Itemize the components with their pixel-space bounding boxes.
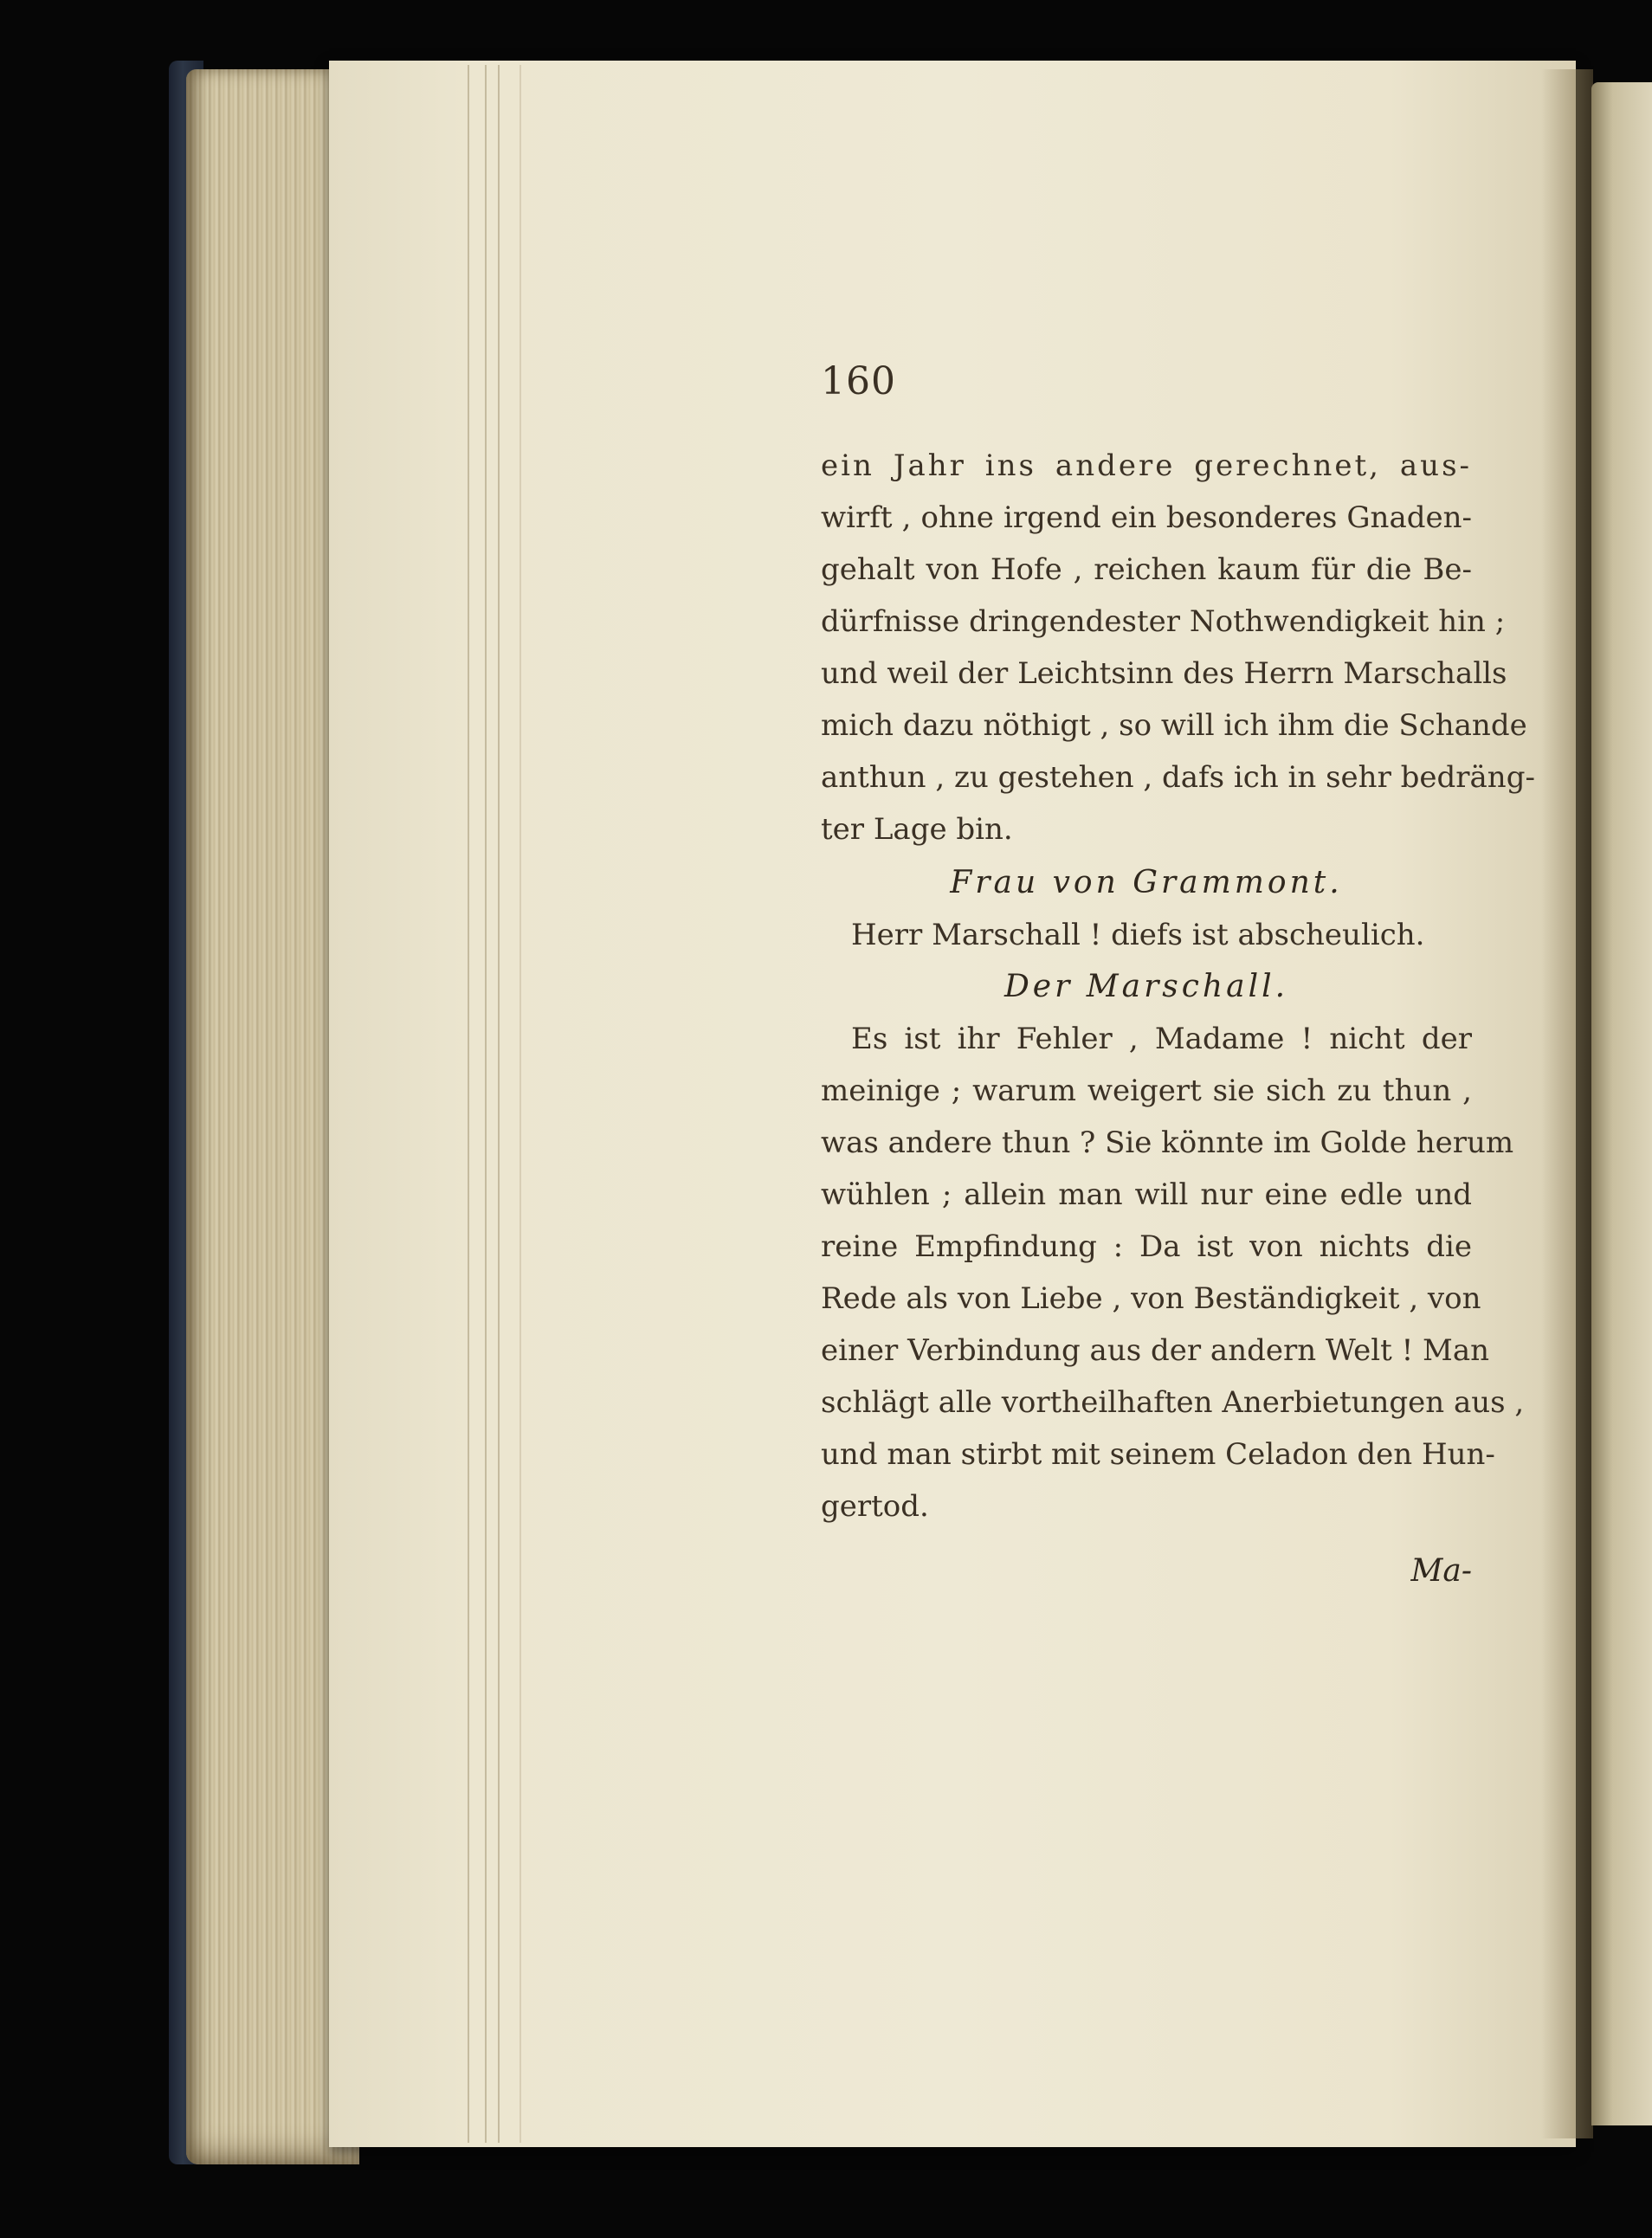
page-fold-line bbox=[468, 65, 469, 2143]
page-number: 160 bbox=[821, 359, 896, 403]
text-line: mich dazu nöthigt , so will ich ihm die Schande bbox=[821, 708, 1527, 743]
text-line: schlägt alle vortheilhaften Anerbietungen aus , bbox=[821, 1385, 1525, 1420]
text-line: ein Jahr ins andere gerechnet, aus- bbox=[821, 448, 1472, 483]
text-line: reine Empfindung : Da ist von nichts die bbox=[821, 1229, 1472, 1264]
page-fold-line bbox=[519, 65, 521, 2143]
speaker-heading: Der Marschall. bbox=[1003, 969, 1289, 1004]
text-line: Herr Marschall ! diefs ist abscheulich. bbox=[851, 918, 1425, 952]
facing-page-edge bbox=[1591, 82, 1652, 2125]
text-line: dürfnisse dringendester Nothwendigkeit hin ; bbox=[821, 604, 1506, 639]
text-line: einer Verbindung aus der andern Welt ! Man bbox=[821, 1333, 1490, 1368]
catchword: Ma- bbox=[1410, 1553, 1472, 1589]
text-line: und man stirbt mit seinem Celadon den Hun- bbox=[821, 1437, 1495, 1472]
text-line: anthun , zu gestehen , dafs ich in sehr bedräng- bbox=[821, 760, 1535, 795]
text-line: was andere thun ? Sie könnte im Golde herum bbox=[821, 1125, 1514, 1160]
text-line: gertod. bbox=[821, 1489, 929, 1524]
speaker-heading: Frau von Grammont. bbox=[950, 865, 1343, 900]
text-line: gehalt von Hofe , reichen kaum für die Be- bbox=[821, 552, 1472, 587]
book-gutter bbox=[1541, 69, 1593, 2138]
page-fold-line bbox=[498, 65, 500, 2143]
text-line: wühlen ; allein man will nur eine edle und bbox=[821, 1177, 1472, 1212]
text-line: wirft , ohne irgend ein besonderes Gnaden- bbox=[821, 500, 1472, 535]
text-line: und weil der Leichtsinn des Herrn Marschalls bbox=[821, 656, 1507, 691]
text-line: Es ist ihr Fehler , Madame ! nicht der bbox=[851, 1022, 1472, 1056]
page-fold-line bbox=[485, 65, 487, 2143]
text-line: ter Lage bin. bbox=[821, 812, 1013, 847]
text-line: Rede als von Liebe , von Beständigkeit , von bbox=[821, 1281, 1481, 1316]
text-line: meinige ; warum weigert sie sich zu thun , bbox=[821, 1074, 1472, 1108]
